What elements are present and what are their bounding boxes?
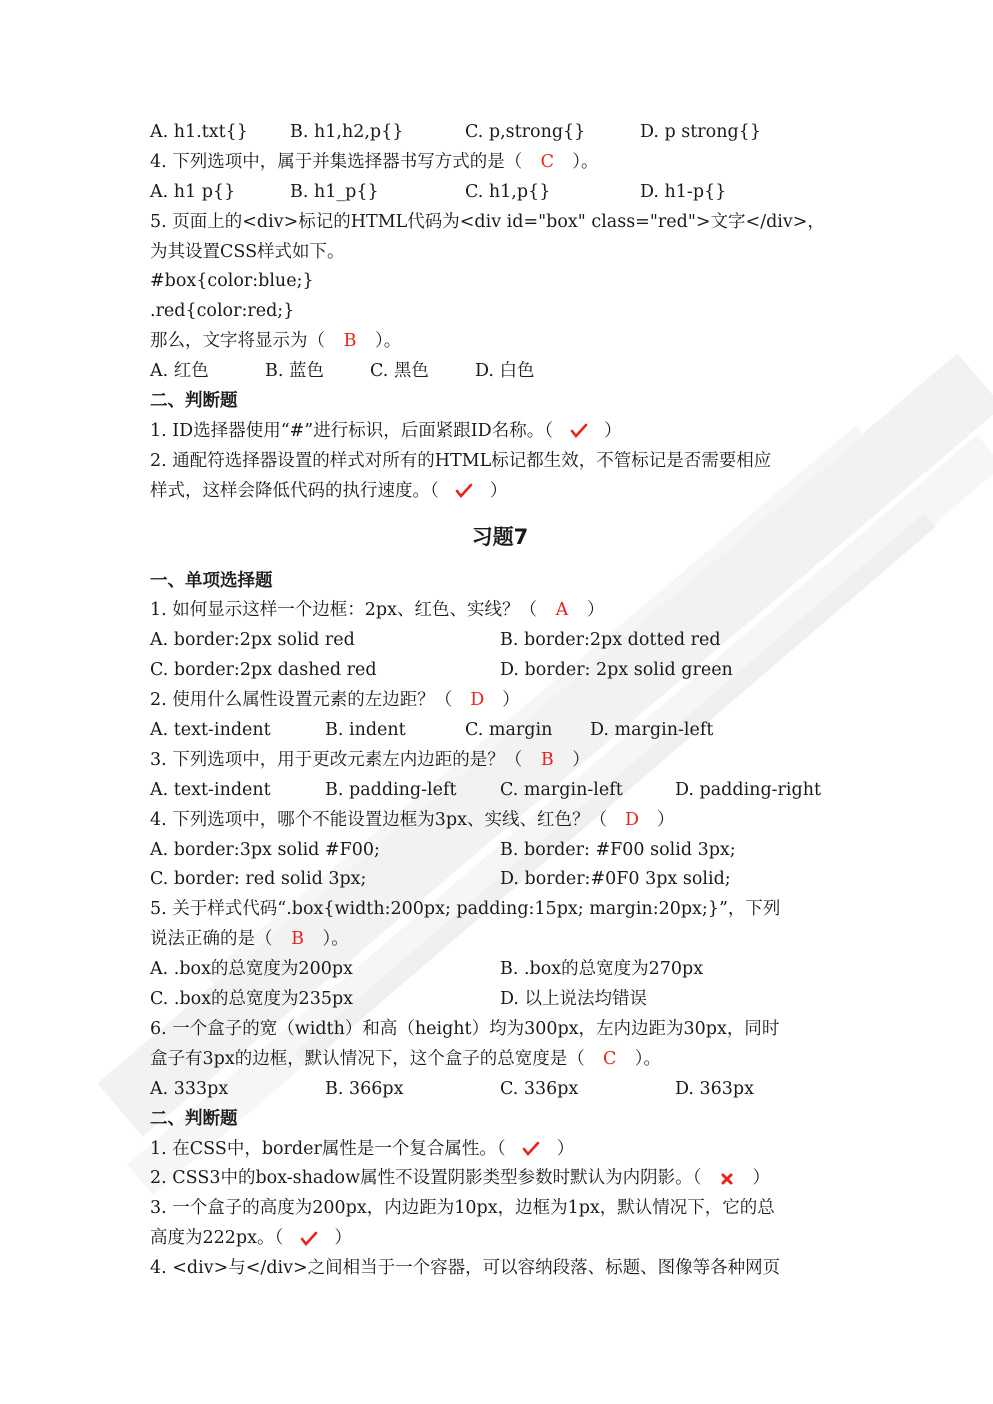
check-icon [511, 1139, 551, 1159]
question: 1. 如何显示这样一个边框：2px、红色、实线？（ A ） [150, 596, 850, 626]
option: B. 366px [325, 1078, 404, 1099]
option: A. 红色 [150, 361, 209, 382]
option: D. 白色 [475, 361, 535, 382]
option: D. border: 2px solid green [500, 660, 733, 681]
option: D. 以上说法均错误 [500, 989, 648, 1010]
options-row [150, 955, 850, 985]
question-continued: 盒子有3px的边框，默认情况下，这个盒子的总宽度是（ C ）。 [150, 1045, 850, 1075]
option: A. h1.txt{} [150, 122, 248, 142]
option: C. border: red solid 3px; [150, 869, 367, 890]
options-row [150, 118, 850, 148]
option: D. h1-p{} [640, 181, 727, 202]
question-continued: 为其设置CSS样式如下。 [150, 241, 345, 262]
option: B. border: #F00 solid 3px; [500, 839, 736, 860]
option: C. 黑色 [370, 361, 429, 382]
question: 3. 下列选项中，用于更改元素左内边距的是？（ B ） [150, 746, 850, 776]
option: C. h1,p{} [465, 181, 551, 202]
document-content [150, 118, 850, 1284]
options-row [150, 985, 850, 1015]
answer: C [603, 1048, 617, 1069]
judge-item: 1. 在CSS中，border属性是一个复合属性。（ ） [150, 1138, 575, 1159]
options-row [150, 656, 850, 686]
judge-item: 3. 一个盒子的高度为200px，内边距为10px，边框为1px，默认情况下，它的总 [150, 1198, 775, 1219]
option: B. padding-left [325, 779, 457, 800]
cross-icon [707, 1169, 747, 1189]
code-line: #box{color:blue;} [150, 271, 314, 292]
option: B. h1,h2,p{} [290, 122, 404, 142]
option: C. margin-left [500, 779, 623, 800]
option: A. text-indent [150, 779, 271, 800]
section-heading: 二、判断题 [150, 1108, 238, 1129]
question: 2. 使用什么属性设置元素的左边距？（ D ） [150, 686, 850, 716]
check-icon [444, 481, 484, 501]
section-heading: 二、判断题 [150, 391, 238, 412]
option: A. border:2px solid red [150, 630, 355, 651]
question: 4. 下列选项中，哪个不能设置边框为3px、实线、红色？（ D ） [150, 806, 850, 836]
options-row [150, 716, 850, 746]
judge-item: 4. <div>与</div>之间相当于一个容器，可以容纳段落、标题、图像等各种网页 [150, 1258, 781, 1279]
code-line: .red{color:red;} [150, 301, 295, 322]
question: 4. 下列选项中，属于并集选择器书写方式的是（ C ）。 [150, 148, 850, 178]
judge-item: 1. ID选择器使用“#”进行标识，后面紧跟ID名称。（ ） [150, 420, 622, 441]
option: A. .box的总宽度为200px [150, 959, 353, 980]
answer: B [343, 331, 357, 352]
question: 6. 一个盒子的宽（width）和高（height）均为300px，左内边距为30px，同时 [150, 1018, 780, 1039]
answer: A [555, 600, 569, 621]
options-row [150, 178, 850, 208]
option: B. indent [325, 720, 406, 741]
options-row [150, 626, 850, 656]
option: A. 333px [150, 1078, 229, 1099]
option: C. .box的总宽度为235px [150, 989, 354, 1010]
answer: D [624, 809, 639, 830]
option: B. border:2px dotted red [500, 630, 721, 651]
option: C. margin [465, 720, 553, 741]
judge-item-continued: 高度为222px。（ ） [150, 1228, 352, 1249]
options-row [150, 836, 850, 866]
answer: D [470, 690, 485, 711]
question: 5. 关于样式代码“.box{width:200px; padding:15px; margin:20px;}”，下列 [150, 899, 781, 920]
option: B. h1_p{} [290, 181, 379, 202]
options-row [150, 776, 850, 806]
answer: C [540, 151, 554, 172]
judge-item-continued: 样式，这样会降低代码的执行速度。（ ） [150, 480, 508, 501]
check-icon [289, 1229, 329, 1249]
judge-item: 2. CSS3中的box-shadow属性不设置阴影类型参数时默认为内阴影。（ ） [150, 1168, 770, 1189]
option: C. 336px [500, 1078, 579, 1099]
answer: B [540, 749, 554, 770]
option: A. h1 p{} [150, 181, 236, 202]
option: D. margin-left [590, 720, 714, 741]
option: C. p,strong{} [465, 122, 586, 142]
section-heading: 一、单项选择题 [150, 570, 273, 591]
option: B. .box的总宽度为270px [500, 959, 704, 980]
option: D. border:#0F0 3px solid; [500, 869, 731, 890]
option: C. border:2px dashed red [150, 660, 377, 681]
judge-item: 2. 通配符选择器设置的样式对所有的HTML标记都生效，不管标记是否需要相应 [150, 450, 772, 471]
question-continued: 说法正确的是（ B ）。 [150, 925, 850, 955]
question: 那么，文字将显示为（ B ）。 [150, 327, 850, 357]
options-row [150, 1075, 850, 1105]
option: D. p strong{} [640, 122, 761, 142]
options-row [150, 357, 850, 387]
options-row [150, 865, 850, 895]
option: A. text-indent [150, 720, 271, 741]
option: A. border:3px solid #F00; [150, 839, 380, 860]
question: 5. 页面上的<div>标记的HTML代码为<div id="box" class="red">文字</div>， [150, 211, 825, 232]
option: B. 蓝色 [265, 361, 324, 382]
check-icon [559, 421, 599, 441]
option: D. 363px [675, 1078, 755, 1099]
page-title: 习题7 [471, 524, 529, 549]
option: D. padding-right [675, 779, 822, 800]
answer: B [291, 929, 304, 950]
